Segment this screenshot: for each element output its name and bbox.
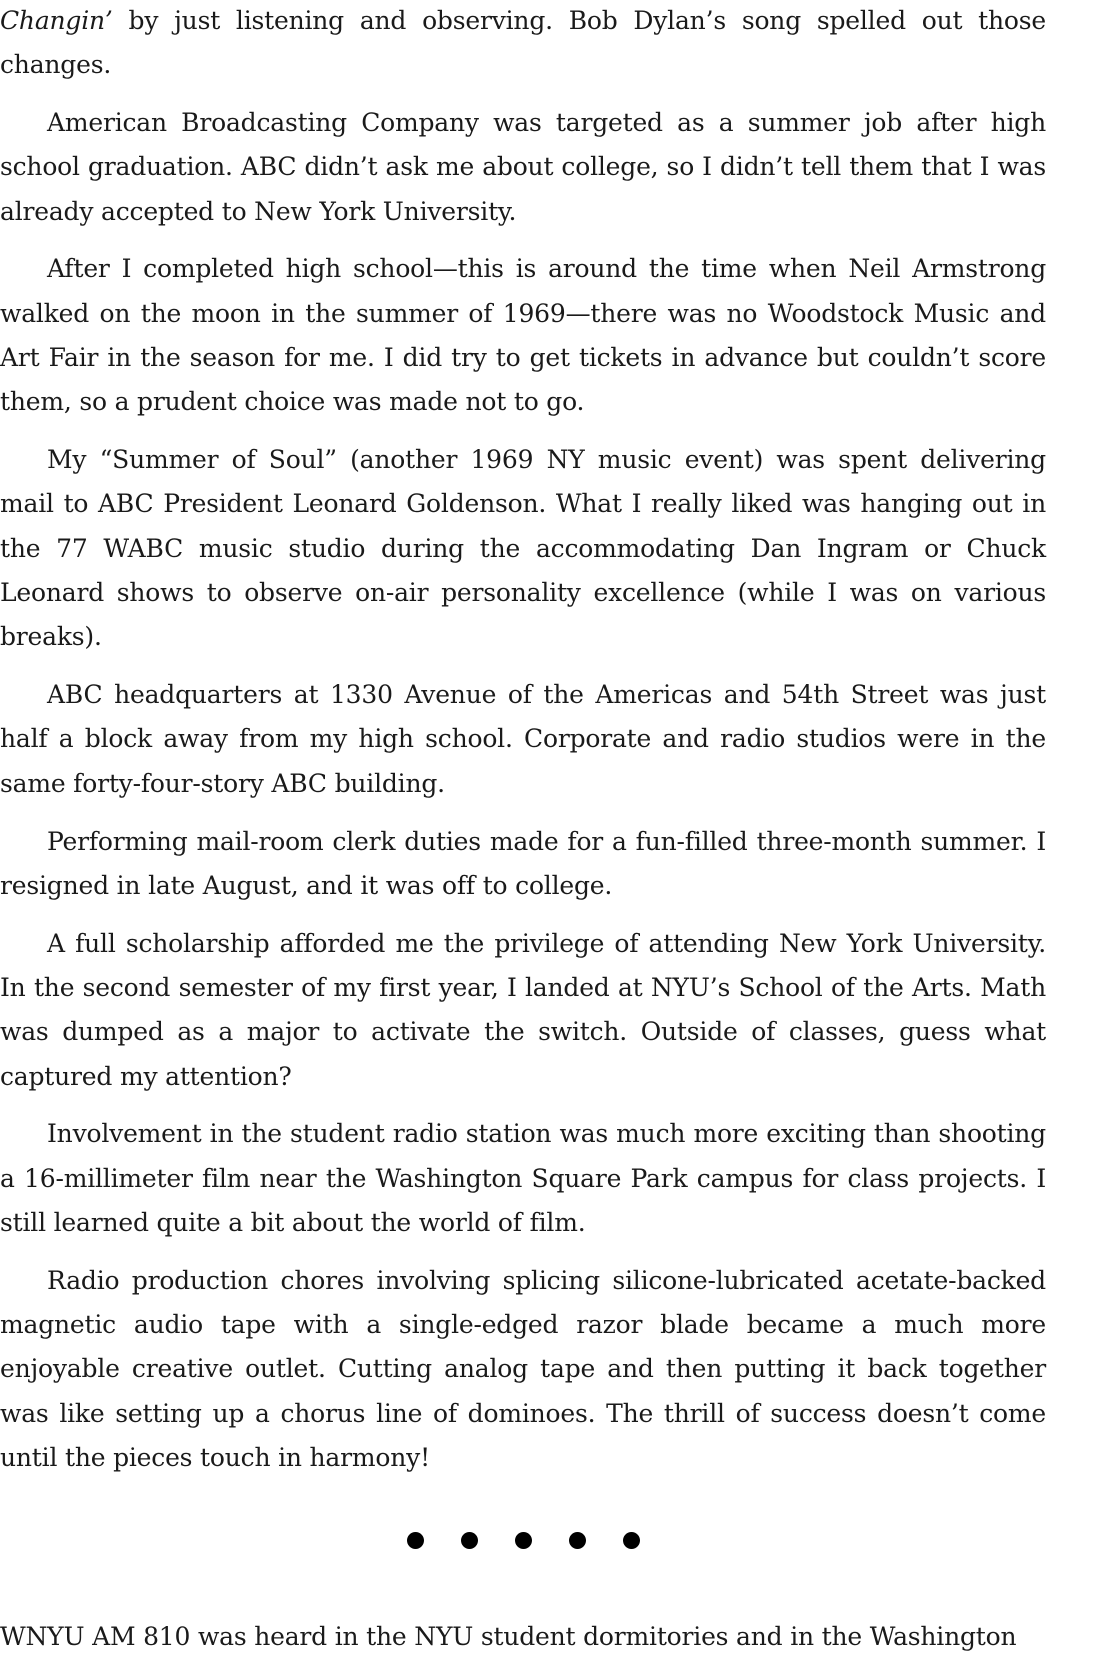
paragraph-abc-headquarters: ABC headquarters at 1330 Avenue of the Americas and 54th Street was just half a block away from my high school. Corporate and radio studios were in the same forty-four-story ABC building. xyxy=(0,680,1046,798)
paragraph-student-radio: Involvement in the student radio station was much more exciting than shooting a 16-millimeter film near the Washington Square Park campus for class projects. I still learned quite a bit about the world of film. xyxy=(0,1119,1046,1237)
paragraph-radio-production: Radio production chores involving splicing silicone-lubricated acetate-backed magnetic audio tape with a single-edged razor blade became a much more enjoyable creative outlet. Cutting analog tape and then putting it back together was like setting up a chorus line of dominoes. The thrill of success doesn’t come until the pieces touch in harmony! xyxy=(0,1265,1046,1472)
dot-bullet-icon xyxy=(407,1532,424,1549)
section-break xyxy=(0,1487,1046,1593)
song-title-italic: Changin’ xyxy=(0,6,113,35)
dot-bullet-icon xyxy=(461,1532,478,1549)
paragraph-summer-of-soul: My “Summer of Soul” (another 1969 NY music event) was spent delivering mail to ABC President Leonard Goldenson. What I really liked was hanging out in the 77 WABC music studio during the accommodating Dan Ingram or Chuck Leonard shows to observe on-air personality excellence (while I was on various breaks). xyxy=(0,445,1046,652)
paragraph-scholarship: A full scholarship afforded me the privilege of attending New York University. In the second semester of my first year, I landed at NYU’s School of the Arts. Math was dumped as a major to activate the switch. Outside of classes, guess what captured my attention? xyxy=(0,928,1046,1091)
paragraph-wnyu: WNYU AM 810 was heard in the NYU student dormitories and in the Washington xyxy=(0,1622,1017,1652)
dot-bullet-icon xyxy=(515,1532,532,1549)
opening-paragraph xyxy=(0,0,1046,88)
paragraph-abc-summer-job: American Broadcasting Company was targeted as a summer job after high school graduation. ABC didn’t ask me about college, so I didn’t tell them that I was already accepted to New York University. xyxy=(0,108,1046,226)
dot-bullet-icon xyxy=(623,1532,640,1549)
opening-text: by just listening and observing. Bob Dylan’s song spelled out those changes. xyxy=(0,6,1046,80)
dot-bullet-icon xyxy=(569,1532,586,1549)
paragraph-high-school-1969: After I completed high school—this is around the time when Neil Armstrong walked on the moon in the summer of 1969—there was no Woodstock Music and Art Fair in the season for me. I did try to get tickets in advance but couldn’t score them, so a prudent choice was made not to go. xyxy=(0,254,1046,417)
paragraph-mail-room: Performing mail-room clerk duties made for a fun-filled three-month summer. I resigned in late August, and it was off to college. xyxy=(0,826,1046,900)
